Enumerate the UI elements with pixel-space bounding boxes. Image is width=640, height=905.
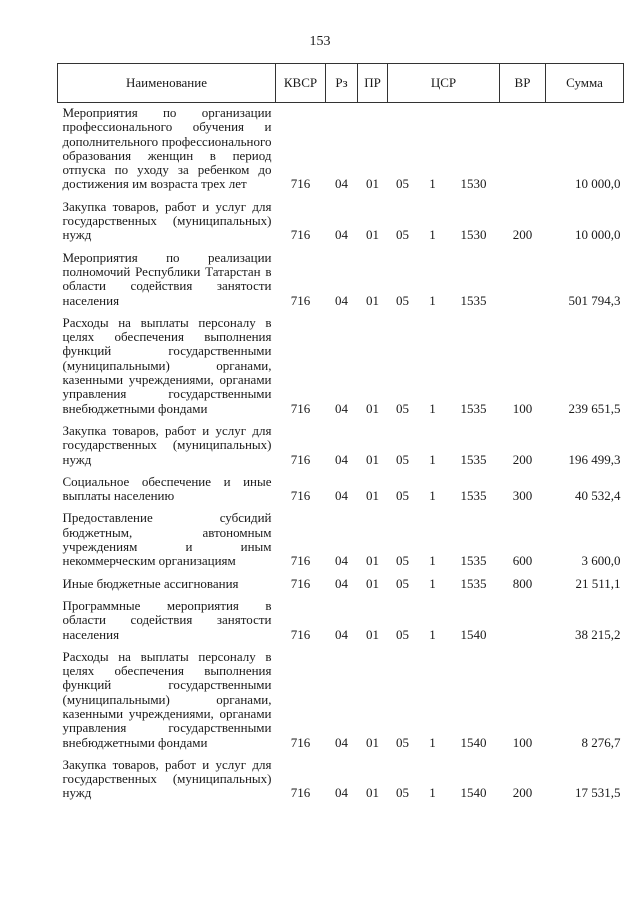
table-row [58,103,624,197]
table-row [58,647,624,755]
row-name: Программные мероприятия в области содействия занятости населения [62,597,272,642]
row-kvsr: 716 [290,626,311,642]
row-csr-subprogram: 1 [429,488,436,504]
row-kvsr: 716 [290,575,311,591]
row-rz: 04 [335,575,348,591]
row-vr: 600 [512,553,533,569]
table-row [58,472,624,509]
row-csr-subprogram: 1 [429,400,436,416]
row-pr: 01 [366,451,379,467]
row-csr-program: 05 [396,488,409,504]
row-csr-program: 05 [396,575,409,591]
table-row [58,421,624,472]
row-pr: 01 [366,176,379,192]
row-vr: 100 [512,400,533,416]
table-body [58,103,624,806]
row-name: Расходы на выплаты персоналу в целях обеспечения выполнения функций государственными (муниципальными) органами, казенными учреждениями, органами управления государственными внебюджетными фондами [62,648,272,750]
row-pr: 01 [366,488,379,504]
row-rz: 04 [335,626,348,642]
row-rz: 04 [335,785,348,801]
row-name: Закупка товаров, работ и услуг для государственных (муниципальных) нужд [62,198,272,243]
row-csr-item: 1535 [460,553,487,569]
row-sum: 8 276,7 [581,734,621,750]
row-sum: 17 531,5 [575,785,621,801]
row-csr-subprogram: 1 [429,734,436,750]
row-vr [500,596,546,647]
row-kvsr: 716 [290,292,311,308]
row-pr: 01 [366,734,379,750]
row-csr-subprogram: 1 [429,575,436,591]
header-kvsr: КВСР [276,64,326,103]
header-sum: Сумма [546,64,624,103]
row-csr-program: 05 [396,553,409,569]
row-pr: 01 [366,553,379,569]
row-kvsr: 716 [290,227,311,243]
row-kvsr: 716 [290,176,311,192]
header-pr: ПР [358,64,388,103]
row-name: Иные бюджетные ассигнования [62,575,239,591]
header-vr: ВР [500,64,546,103]
page-number: 153 [309,34,331,49]
row-vr [500,248,546,313]
row-sum: 3 600,0 [581,553,621,569]
row-csr-item: 1530 [460,227,487,243]
row-rz: 04 [335,400,348,416]
row-csr-subprogram: 1 [429,176,436,192]
row-pr: 01 [366,227,379,243]
row-csr-item: 1540 [460,785,487,801]
row-csr-subprogram: 1 [429,553,436,569]
row-sum: 196 499,3 [568,451,621,467]
row-rz: 04 [335,292,348,308]
row-rz: 04 [335,176,348,192]
header-rz: Рз [326,64,358,103]
row-name: Предоставление субсидий бюджетным, автономным учреждениям и иным некоммерческим организациям [62,510,272,569]
row-csr-item: 1535 [460,400,487,416]
row-rz: 04 [335,488,348,504]
row-rz: 04 [335,553,348,569]
row-name: Закупка товаров, работ и услуг для государственных (муниципальных) нужд [62,756,272,801]
row-vr: 300 [512,488,533,504]
row-kvsr: 716 [290,785,311,801]
table-row [58,596,624,647]
row-pr: 01 [366,575,379,591]
row-kvsr: 716 [290,400,311,416]
table-row [58,574,624,596]
row-csr-program: 05 [396,400,409,416]
row-csr-item: 1540 [460,626,487,642]
header-name: Наименование [58,64,276,103]
row-sum: 38 215,2 [575,626,621,642]
row-vr: 800 [512,575,533,591]
row-name: Мероприятия по реализации полномочий Республики Татарстан в области содействия занятости населения [62,249,272,308]
table-row [58,313,624,421]
row-kvsr: 716 [290,734,311,750]
row-csr-subprogram: 1 [429,626,436,642]
row-csr-item: 1535 [460,488,487,504]
row-sum: 10 000,0 [575,227,621,243]
row-sum: 10 000,0 [575,176,621,192]
row-name: Закупка товаров, работ и услуг для государственных (муниципальных) нужд [62,422,272,467]
row-csr-program: 05 [396,451,409,467]
row-csr-subprogram: 1 [429,292,436,308]
row-pr: 01 [366,785,379,801]
row-pr: 01 [366,400,379,416]
row-csr-program: 05 [396,292,409,308]
row-sum: 21 511,1 [575,575,621,591]
row-csr-item: 1535 [460,575,487,591]
row-csr-item: 1535 [460,292,487,308]
row-sum: 239 651,5 [568,400,621,416]
header-csr: ЦСР [388,64,500,103]
row-csr-subprogram: 1 [429,451,436,467]
row-name: Социальное обеспечение и иные выплаты населению [62,473,272,504]
row-csr-program: 05 [396,785,409,801]
table-row [58,508,624,573]
row-sum: 40 532,4 [575,488,621,504]
table-row [58,248,624,313]
row-csr-program: 05 [396,176,409,192]
row-vr: 200 [512,227,533,243]
row-vr: 200 [512,785,533,801]
table-row [58,755,624,806]
row-kvsr: 716 [290,451,311,467]
row-kvsr: 716 [290,553,311,569]
row-csr-program: 05 [396,227,409,243]
row-vr: 100 [512,734,533,750]
row-pr: 01 [366,292,379,308]
row-csr-item: 1530 [460,176,487,192]
row-vr: 200 [512,451,533,467]
row-csr-program: 05 [396,734,409,750]
row-rz: 04 [335,451,348,467]
row-name: Расходы на выплаты персоналу в целях обеспечения выполнения функций государственными (муниципальными) органами, казенными учреждениями, органами управления государственными внебюджетными фондами [62,314,272,416]
row-csr-subprogram: 1 [429,227,436,243]
row-csr-subprogram: 1 [429,785,436,801]
table-header [58,64,624,103]
row-rz: 04 [335,734,348,750]
table-row [58,197,624,248]
budget-table [57,63,624,806]
row-pr: 01 [366,626,379,642]
row-sum: 501 794,3 [568,292,621,308]
row-csr-item: 1540 [460,734,487,750]
row-csr-program: 05 [396,626,409,642]
row-csr-item: 1535 [460,451,487,467]
row-kvsr: 716 [290,488,311,504]
row-name: Мероприятия по организации профессионального обучения и дополнительного профессионального образования женщин в период отпуска по уходу за ребенком до достижения им возраста трех лет [62,105,272,192]
row-vr [500,103,546,197]
row-rz: 04 [335,227,348,243]
